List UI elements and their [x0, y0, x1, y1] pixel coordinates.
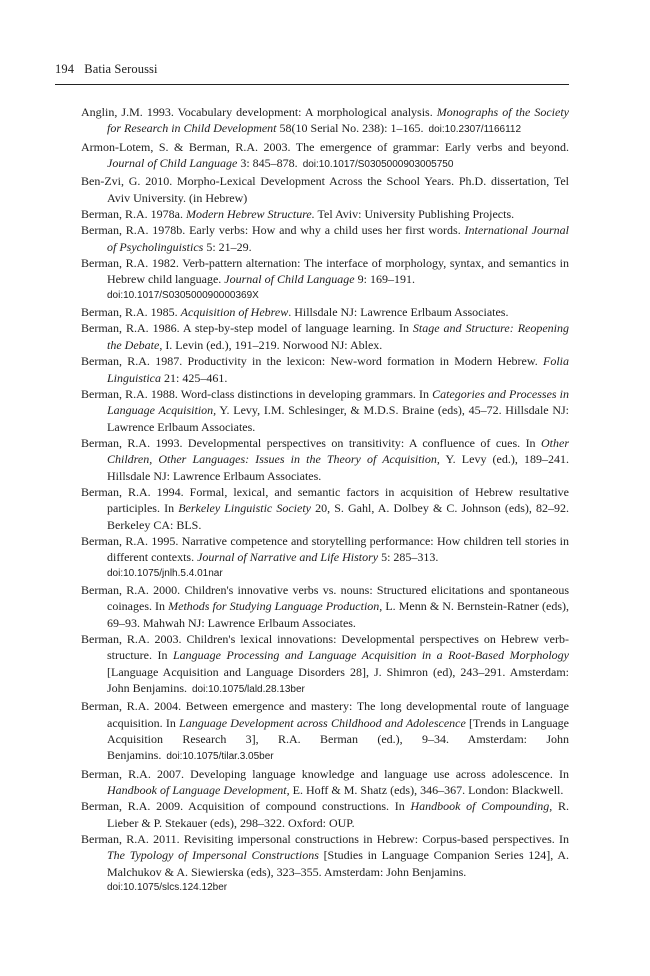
- reference-text: Y. Levy, I.M. Schlesinger, & M.D.S. Braine (eds), 45–72. Hillsdale NJ: Lawrence Erlbaum Associates.: [107, 403, 569, 434]
- reference-title-italic: Berkeley Linguistic Society: [178, 501, 312, 516]
- reference-text: Berman, R.A. 1987. Productivity in the lexicon: New-word formation in Modern Hebrew.: [81, 354, 543, 369]
- reference-entry: [81, 484, 569, 533]
- reference-text: [Studies in Language Companion Series 124], A. Malchukov & A. Siewierska (eds), 323–355. Amsterdam: John Benjamins.: [107, 848, 569, 879]
- doi-link[interactable]: doi:10.1075/lald.28.13ber: [192, 684, 305, 696]
- reference-text: 58(10 Serial No. 238): 1–165.: [276, 121, 424, 136]
- running-header: [55, 62, 569, 77]
- reference-entry: [81, 798, 569, 831]
- reference-text: 21: 425–461.: [161, 370, 228, 385]
- reference-title-italic: Stage and Structure: Reopening the Debate: [107, 321, 570, 352]
- reference-text: 3: 845–878.: [237, 156, 298, 171]
- reference-entry: [81, 255, 569, 304]
- reference-title-italic: Folia Linguistica: [107, 354, 569, 385]
- reference-title-italic: Journal of Child Language: [224, 272, 355, 287]
- reference-title-italic: Methods for Studying Language Production: [168, 599, 380, 614]
- reference-text: 5: 21–29.: [203, 239, 252, 254]
- doi-link[interactable]: doi:10.2307/1166112: [428, 124, 522, 136]
- doi-link[interactable]: doi:10.1017/S030500090000369X: [107, 289, 259, 301]
- reference-title-italic: Acquisition of Hebrew: [180, 305, 289, 320]
- reference-text: Berman, R.A. 1986. A step-by-step model of language learning. In: [81, 321, 413, 336]
- reference-text: Berman, R.A. 2003. Children's lexical innovations: Developmental perspectives on Hebrew verb-structure. In: [81, 632, 569, 663]
- reference-title-italic: Language Processing and Language Acquisition in a Root-Based Morphology: [173, 648, 569, 663]
- doi-link[interactable]: doi:10.1017/S0305000903005750: [302, 159, 454, 171]
- reference-text: [Language Acquisition and Language Disorders 28], J. Shimron (ed), 243–291. Amsterdam: John Benjamins.: [107, 664, 569, 696]
- reference-text: Berman, R.A. 1978b. Early verbs: How and why a child uses her first words.: [81, 223, 465, 238]
- reference-title-italic: Modern Hebrew Structure.: [185, 207, 315, 222]
- reference-entry: [81, 631, 569, 698]
- reference-entry: [81, 320, 569, 353]
- reference-entry: [81, 386, 569, 435]
- reference-entry: [81, 104, 569, 139]
- reference-entry: [81, 173, 569, 206]
- reference-text: Berman, R.A. 2007. Developing language knowledge and language use across adolescence. In: [81, 766, 569, 781]
- reference-text: [Trends in Language Acquisition Research 3], R.A. Berman (ed.), 9–34. Amsterdam: John Benjamins.: [107, 715, 569, 763]
- reference-entry: [81, 206, 569, 222]
- reference-entry: [81, 766, 569, 799]
- reference-title-italic: Monographs of the Society for Research in Child Development: [107, 105, 569, 136]
- reference-title-italic: Categories and Processes in Language Acquisition,: [107, 386, 570, 418]
- reference-text: Berman, R.A. 1988. Word-class distinctions in developing grammars. In: [81, 386, 433, 401]
- doi-link[interactable]: doi:10.1075/tilar.3.05ber: [166, 751, 274, 763]
- page-number: 194: [55, 62, 75, 76]
- reference-text: Berman, R.A. 2009. Acquisition of compound constructions. In: [81, 799, 411, 814]
- reference-text: Berman, R.A. 2004. Between emergence and mastery: The long developmental route of language acquisition. In: [81, 699, 569, 730]
- reference-entry: [81, 304, 569, 320]
- reference-text: Berman, R.A. 2011. Revisiting impersonal constructions in Hebrew: Corpus-based perspectives. In: [81, 832, 569, 847]
- reference-text: , L. Menn & N. Bernstein-Ratner (eds), 69–93. Mahwah NJ: Lawrence Erlbaum Associates.: [107, 599, 569, 630]
- reference-entry: [81, 698, 569, 765]
- reference-text: . Hillsdale NJ: Lawrence Erlbaum Associates.: [288, 305, 509, 320]
- reference-text: Berman, R.A. 1985.: [81, 305, 181, 320]
- reference-title-italic: Other Children, Other Languages: Issues in the Theory of Acquisition,: [107, 435, 569, 467]
- reference-text: Berman, R.A. 1994. Formal, lexical, and semantic factors in acquisition of Hebrew resultative participles. In: [81, 484, 569, 516]
- reference-entry: [81, 533, 569, 582]
- running-header-author: Batia Seroussi: [84, 62, 158, 76]
- reference-text: , I. Levin (ed.), 191–219. Norwood NJ: Ablex.: [159, 337, 383, 352]
- reference-text: Y. Levy (ed.), 189–241. Hillsdale NJ: Lawrence Erlbaum Associates.: [107, 452, 569, 483]
- reference-title-italic: International Journal of Psycholinguistics: [107, 223, 569, 254]
- reference-text: 9: 169–191.: [354, 272, 415, 287]
- reference-text: 20, S. Gahl, A. Dolbey & C. Johnson (eds), 82–92. Berkeley CA: BLS.: [107, 501, 570, 532]
- reference-text: 5: 285–313.: [378, 550, 439, 565]
- reference-text: Berman, R.A. 2000. Children's innovative verbs vs. nouns: Structured elicitations and spontaneous coinages. In: [81, 582, 569, 614]
- reference-text: Anglin, J.M. 1993. Vocabulary development: A morphological analysis.: [81, 105, 437, 119]
- reference-title-italic: Handbook of Language Development,: [107, 783, 290, 798]
- reference-text: Berman, R.A. 1995. Narrative competence and storytelling performance: How children tell stories in different contexts.: [81, 533, 569, 565]
- reference-entry: [81, 435, 569, 484]
- reference-entry: [81, 222, 569, 255]
- reference-entry: [81, 353, 569, 386]
- reference-title-italic: Journal of Narrative and Life History: [197, 550, 379, 565]
- reference-entry: [81, 831, 569, 896]
- reference-text: Ben-Zvi, G. 2010. Morpho-Lexical Development Across the School Years. Ph.D. dissertation, Tel Aviv University. (in Hebrew): [81, 174, 569, 205]
- doi-link[interactable]: doi:10.1075/jnlh.5.4.01nar: [107, 567, 223, 579]
- reference-text: Berman, R.A. 1978a.: [81, 207, 186, 222]
- reference-title-italic: Handbook of Compounding: [410, 799, 550, 814]
- reference-list: [81, 104, 569, 897]
- reference-text: Berman, R.A. 1993. Developmental perspectives on transitivity: A confluence of cues. In: [81, 435, 541, 450]
- reference-text: Armon-Lotem, S. & Berman, R.A. 2003. The emergence of grammar: Early verbs and beyond.: [81, 139, 569, 154]
- reference-entry: [81, 582, 569, 631]
- reference-title-italic: The Typology of Impersonal Constructions: [107, 848, 319, 863]
- doi-link[interactable]: doi:10.1075/slcs.124.12ber: [107, 882, 228, 894]
- reference-text: Berman, R.A. 1982. Verb-pattern alternation: The interface of morphology, syntax, and semantics in Hebrew child language.: [81, 256, 569, 287]
- reference-title-italic: Language Development across Childhood and Adolescence: [179, 715, 466, 730]
- header-rule: [55, 84, 569, 85]
- reference-text: Tel Aviv: University Publishing Projects.: [314, 207, 515, 222]
- reference-entry: [81, 139, 569, 174]
- reference-text: E. Hoff & M. Shatz (eds), 346–367. London: Blackwell.: [289, 783, 564, 798]
- reference-text: , R. Lieber & P. Stekauer (eds), 298–322. Oxford: OUP.: [107, 799, 569, 830]
- reference-title-italic: Journal of Child Language: [107, 156, 238, 171]
